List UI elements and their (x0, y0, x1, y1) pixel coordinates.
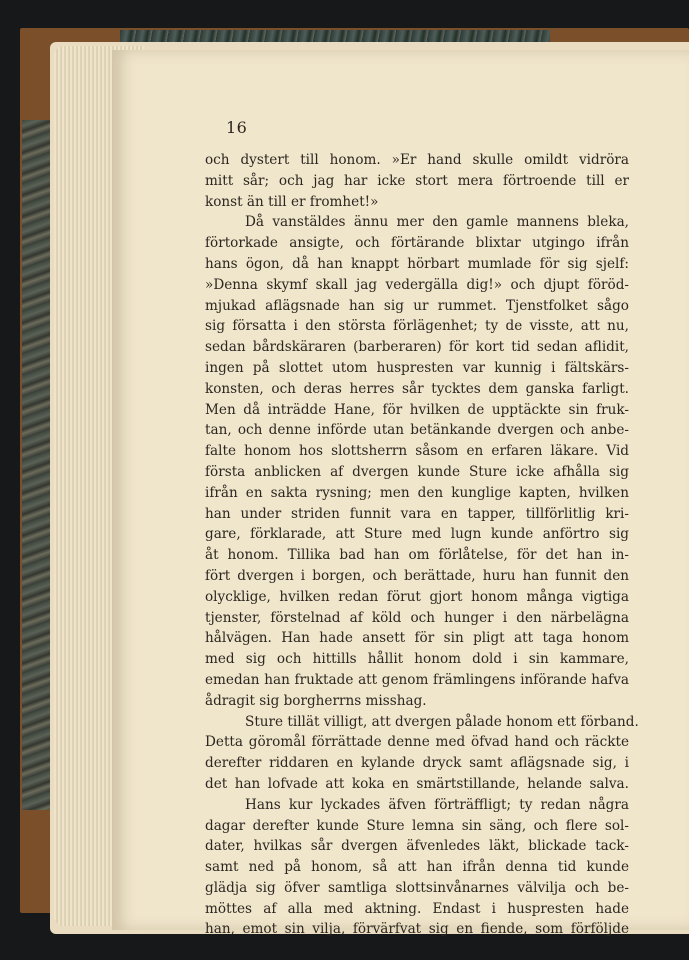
text-line: ingen på slottet utom huspresten var kunnig i fältskärs- (205, 359, 629, 376)
page-number: 16 (226, 118, 248, 137)
text-line: dater, hvilkas sår dvergen äfvenledes läkt, blickade tack- (205, 838, 629, 855)
text-line: åt honom. Tillika bad han om förlåtelse, för det han in- (205, 547, 629, 564)
text-line: olycklige, hvilken redan förut gjort honom många vigtiga (205, 588, 629, 605)
text-line: tjenster, förstelnad af köld och hunger i den närbelägna (205, 609, 629, 626)
text-line: sedan bårdskäraren (barberaren) för kort tid sedan aflidit, (205, 339, 629, 356)
text-line: glädja sig öfver samtliga slottsinvånarnes välvilja och be- (205, 879, 629, 896)
text-line: dagar derefter kunde Sture lemna sin säng, och flere sol- (205, 817, 629, 834)
text-line: »Denna skymf skall jag vedergälla dig!» och djupt föröd- (205, 276, 629, 293)
text-line: ådragit sig borgherrns misshag. (205, 692, 427, 709)
text-line: falte honom hos slottsherrn såsom en erfaren läkare. Vid (205, 443, 629, 460)
text-line: mjukad aflägsnade han sig ur rummet. Tjenstfolket sågo (205, 297, 629, 314)
text-line: Då vanstäldes ännu mer den gamle mannens bleka, (245, 214, 629, 231)
text-line: med sig och hittills hållit honom dold i sin kammare, (205, 651, 629, 668)
text-line: Detta göromål förrättade denne med öfvad hand och räckte (205, 734, 629, 751)
text-line: derefter riddaren en kylande dryck samt aflägsnade sig, i (205, 755, 629, 772)
text-line: och dystert till honom. »Er hand skulle omildt vidröra (205, 152, 629, 168)
text-line: tan, och denne införde utan betänkande dvergen och anbe- (205, 422, 629, 439)
text-line: ifrån en sakta rysning; men den kunglige kapten, hvilken (205, 484, 629, 501)
text-line: konst än till er fromhet!» (205, 193, 379, 210)
text-line: mitt sår; och jag har icke stort mera förtroende till er (205, 172, 629, 189)
text-line: första anblicken af dvergen kunde Sture icke afhålla sig (205, 463, 629, 480)
text-line: förtorkade ansigte, och förtärande blixtar utgingo ifrån (205, 235, 629, 252)
text-line: Sture tillät villigt, att dvergen pålade honom ett förband. (245, 713, 639, 730)
text-line: möttes af alla med aktning. Endast i huspresten hade (205, 900, 629, 917)
text-line: hålvägen. Han hade ansett för sin pligt att taga honom (205, 630, 629, 647)
text-line: hans ögon, då han knappt hörbart mumlade för sig sjelf: (205, 255, 629, 272)
text-line: Men då inträdde Hane, för hvilken de upptäckte sin fruk- (205, 401, 629, 418)
text-line: samt ned på honom, så att han ifrån denna tid kunde (205, 859, 629, 876)
text-line: konsten, och deras herres sår tycktes dem ganska farligt. (205, 380, 629, 397)
text-line: sig försatta i den största förlägenhet; ty de visste, att nu, (205, 318, 629, 335)
text-line: han, emot sin vilja, förvärfvat sig en fiende, som förföljde (205, 921, 629, 938)
text-line: Hans kur lyckades äfven förträffligt; ty redan några (245, 796, 629, 813)
text-line: emedan han fruktade att genom främlingens införande hafva (205, 671, 629, 688)
body-text (205, 150, 639, 940)
text-line: det han lofvade att koka en smärtstillande, helande salva. (205, 775, 629, 792)
text-line: gare, förklarade, att Sture med lugn kunde anförtro sig (205, 526, 629, 543)
text-line: han under striden funnit vara en tapper, tillförlitlig kri- (205, 505, 629, 522)
text-line: fört dvergen i borgen, och berättade, huru han funnit den (205, 567, 629, 584)
